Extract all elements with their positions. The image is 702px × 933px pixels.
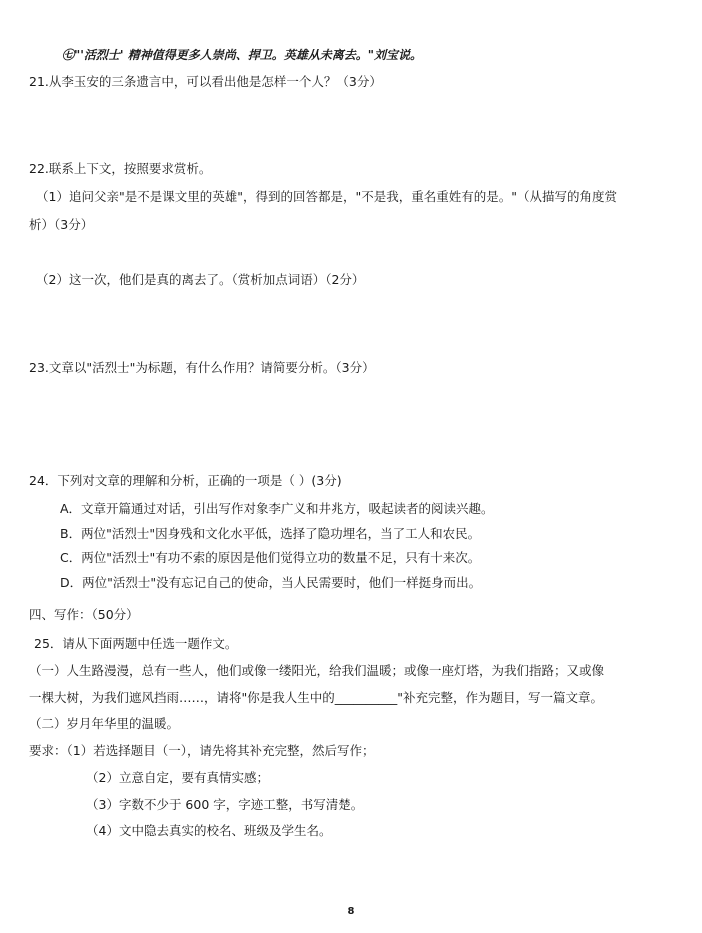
question-22: 22.联系上下文，按照要求赏析。: [29, 161, 212, 176]
question-24-option-c: C．两位"活烈士"有功不索的原因是他们觉得立功的数量不足，只有十来次。: [60, 550, 481, 565]
requirement-4: （4）文中隐去真实的校名、班级及学生名。: [86, 823, 332, 838]
question-22-part1-line2: 析）（3分）: [29, 217, 94, 232]
page-number: 8: [347, 906, 355, 917]
essay-option-1-line1: （一）人生路漫漫，总有一些人，他们或像一缕阳光，给我们温暖；或像一座灯塔，为我们指路；又或像: [29, 663, 605, 678]
question-22-part1-line1: （1）追问父亲"是不是课文里的英雄"，得到的回答都是，"不是我，重名重姓有的是。"（从描写的角度赏: [36, 189, 617, 204]
essay-option-1-line2: 一棵大树，为我们遮风挡雨……，请将"你是我人生中的__________"补充完整，作为题目，写一篇文章。: [29, 690, 604, 705]
question-24-option-b: B．两位"活烈士"因身残和文化水平低，选择了隐功埋名，当了工人和农民。: [60, 526, 481, 541]
question-23: 23.文章以"活烈士"为标题，有什么作用？请简要分析。（3分）: [29, 360, 375, 375]
question-21: 21.从李玉安的三条遗言中，可以看出他是怎样一个人？（3分）: [29, 74, 382, 89]
requirement-2: （2）立意自定，要有真情实感；: [86, 770, 269, 785]
question-24-option-d: D．两位"活烈士"没有忘记自己的使命，当人民需要时，他们一样挺身而出。: [60, 575, 482, 590]
question-22-part2: （2）这一次，他们是真的离去了。（赏析加点词语）（2分）: [36, 272, 365, 287]
essay-option-2: （二）岁月年华里的温暖。: [29, 716, 180, 731]
question-24: 24．下列对文章的理解和分析，正确的一项是（ ）(3分): [29, 473, 342, 488]
question-25: 25．请从下面两题中任选一题作文。: [34, 636, 238, 651]
question-24-option-a: A．文章开篇通过对话，引出写作对象李广义和井兆方，吸起读者的阅读兴趣。: [60, 501, 494, 516]
quote-line: ㊆"'活烈士' 精神值得更多人崇尚、捍卫。英雄从未离去。"刘宝说。: [62, 48, 423, 62]
section-4-heading: 四、写作：（50分）: [29, 607, 139, 622]
requirement-3: （3）字数不少于 600 字，字迹工整，书写清楚。: [86, 797, 364, 812]
requirement-1: 要求：（1）若选择题目（一），请先将其补充完整，然后写作；: [29, 743, 375, 758]
